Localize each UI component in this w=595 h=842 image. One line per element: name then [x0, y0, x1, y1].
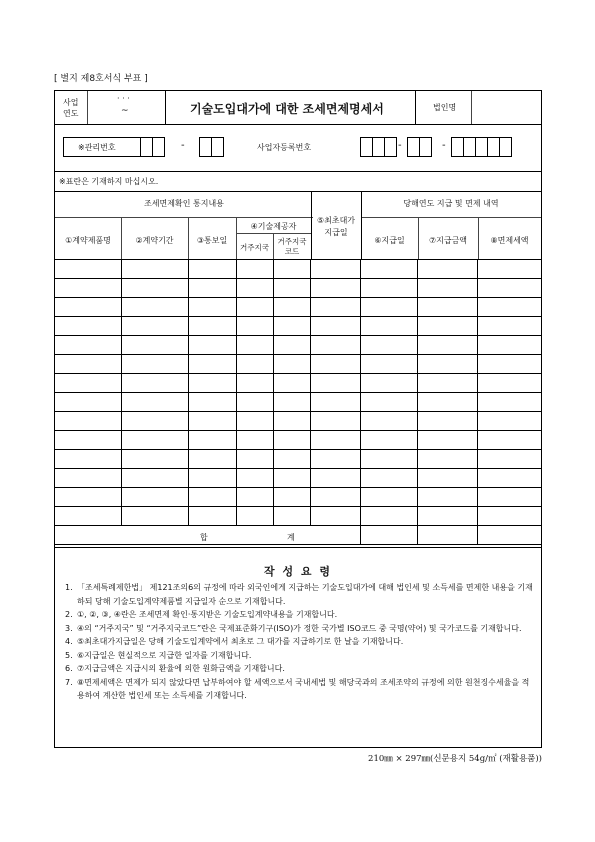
table-row: [55, 298, 542, 317]
table-cell[interactable]: [55, 488, 122, 507]
instruction-item: [65, 622, 535, 636]
table-cell[interactable]: [418, 355, 478, 374]
table-cell[interactable]: [236, 450, 273, 469]
table-cell[interactable]: [188, 450, 236, 469]
table-cell[interactable]: [188, 431, 236, 450]
table-cell[interactable]: [273, 374, 311, 393]
table-cell[interactable]: [361, 507, 418, 526]
table-cell[interactable]: [311, 355, 361, 374]
table-cell[interactable]: [361, 355, 418, 374]
table-cell[interactable]: [236, 507, 273, 526]
table-cell[interactable]: [188, 488, 236, 507]
instruction-text: ④의 “거주지국” 및 “거주지국코드”란은 국제표준화기구(ISO)가 정한 국가별 ISO코드 중 국명(약어) 및 국가코드를 기재합니다.: [77, 623, 522, 633]
col-exempt-tax: ⑧면제세액: [490, 236, 529, 245]
table-row: [55, 355, 542, 374]
total-label-2: 계: [287, 533, 295, 542]
table-cell[interactable]: [478, 260, 542, 279]
instruction-number: 6.: [65, 664, 73, 673]
table-cell[interactable]: [273, 393, 311, 412]
instruction-number: 2.: [65, 610, 73, 619]
table-cell[interactable]: [236, 488, 273, 507]
table-cell[interactable]: [55, 260, 122, 279]
table-cell[interactable]: [55, 393, 122, 412]
table-cell[interactable]: [478, 488, 542, 507]
table-cell[interactable]: [121, 488, 188, 507]
table-row: [55, 412, 542, 431]
total-row: [55, 526, 542, 545]
table-cell[interactable]: [311, 374, 361, 393]
table-cell[interactable]: [236, 412, 273, 431]
notice-text: ※표란은 기재하지 마십시오.: [59, 177, 159, 186]
table-cell[interactable]: [188, 393, 236, 412]
mgmt-number-label: ※관리번호: [78, 143, 116, 152]
instruction-number: 1.: [65, 583, 73, 592]
tax-exemption-form: [54, 90, 542, 748]
table-cell[interactable]: [121, 260, 188, 279]
table-cell[interactable]: [478, 507, 542, 526]
table-row: [55, 374, 542, 393]
table-cell[interactable]: [188, 336, 236, 355]
col-residence-code-2: 코드: [284, 247, 300, 256]
table-cell[interactable]: [311, 412, 361, 431]
table-cell[interactable]: [121, 336, 188, 355]
table-cell[interactable]: [121, 279, 188, 298]
table-cell[interactable]: [55, 507, 122, 526]
group-left-header: 조세면제확인 통지내용: [144, 199, 224, 208]
table-cell[interactable]: [55, 412, 122, 431]
table-row: [55, 469, 542, 488]
table-cell[interactable]: [361, 336, 418, 355]
year-tilde: ~: [121, 106, 129, 116]
col-contract-product: ①계약제품명: [65, 236, 111, 245]
col-tech-provider: ④기술제공자: [250, 222, 297, 231]
instruction-text: ⑧면제세액은 면제가 되지 않았다면 납부하여야 할 세액으로서 국내세법 및 해당국과의 조세조약의 규정에 의한 원천징수세율을 적용하여 계산한 법인세 또는 소득세를 기재합니다.: [77, 677, 530, 700]
table-cell[interactable]: [361, 412, 418, 431]
table-cell[interactable]: [311, 279, 361, 298]
mgmt-number-cells-2: [200, 137, 224, 157]
form-caption: [ 별지 제8호서식 부표 ]: [54, 74, 148, 84]
instruction-text: ⑤최초대가지급일은 당해 기술도입계약에서 최초로 그 대가를 지급하기로 한 날을 기재합니다.: [77, 637, 404, 646]
table-row: [55, 393, 542, 412]
table-cell[interactable]: [273, 317, 311, 336]
table-cell[interactable]: [273, 450, 311, 469]
instruction-item: [65, 676, 535, 703]
table-cell[interactable]: [188, 507, 236, 526]
table-cell[interactable]: [311, 450, 361, 469]
table-cell[interactable]: [418, 317, 478, 336]
mgmt-dash: -: [181, 140, 185, 151]
table-row: [55, 336, 542, 355]
table-cell[interactable]: [236, 317, 273, 336]
table-cell[interactable]: [361, 317, 418, 336]
table-cell[interactable]: [478, 450, 542, 469]
table-cell[interactable]: [361, 431, 418, 450]
table-cell[interactable]: [478, 336, 542, 355]
table-cell[interactable]: [55, 298, 122, 317]
table-cell[interactable]: [361, 450, 418, 469]
col-residence-code-1: 거주지국: [277, 237, 307, 246]
table-cell[interactable]: [236, 355, 273, 374]
instruction-item: [65, 581, 535, 608]
table-cell[interactable]: [121, 507, 188, 526]
table-cell[interactable]: [273, 355, 311, 374]
mgmt-number-box: [63, 137, 141, 157]
col-notice-date: ③통보일: [196, 236, 228, 245]
instructions-heading: 작 성 요 령: [264, 565, 332, 578]
table-cell[interactable]: [188, 374, 236, 393]
table-cell[interactable]: [361, 469, 418, 488]
table-cell[interactable]: [418, 279, 478, 298]
table-cell[interactable]: [273, 507, 311, 526]
year-label-1: 사업: [63, 98, 79, 107]
table-cell[interactable]: [55, 450, 122, 469]
table-cell[interactable]: [361, 279, 418, 298]
table-cell[interactable]: [311, 507, 361, 526]
table-cell[interactable]: [236, 260, 273, 279]
table-cell[interactable]: [418, 469, 478, 488]
table-row: [55, 507, 542, 526]
table-cell[interactable]: [478, 317, 542, 336]
table-cell[interactable]: [188, 317, 236, 336]
table-cell[interactable]: [188, 279, 236, 298]
table-cell[interactable]: [55, 279, 122, 298]
table-cell[interactable]: [273, 488, 311, 507]
instructions-list: [65, 581, 535, 703]
table-cell[interactable]: [418, 507, 478, 526]
biz-reg-field-2[interactable]: [408, 137, 432, 157]
table-cell[interactable]: [273, 298, 311, 317]
paper-spec-footer: 210㎜ × 297㎜(신문용지 54g/㎡ (재활용품)): [368, 754, 542, 764]
table-cell[interactable]: [121, 393, 188, 412]
table-cell[interactable]: [188, 469, 236, 488]
table-cell[interactable]: [236, 279, 273, 298]
table-cell[interactable]: [361, 260, 418, 279]
total-cell[interactable]: [478, 526, 542, 545]
table-cell[interactable]: [121, 317, 188, 336]
instruction-number: 3.: [65, 623, 73, 633]
table-cell[interactable]: [478, 279, 542, 298]
table-row: [55, 317, 542, 336]
table-cell[interactable]: [311, 431, 361, 450]
table-cell[interactable]: [478, 431, 542, 450]
table-row: [55, 279, 542, 298]
table-cell[interactable]: [55, 336, 122, 355]
instruction-item: [65, 635, 535, 649]
total-label-1: 합: [200, 533, 208, 542]
table-cell[interactable]: [188, 260, 236, 279]
table-cell[interactable]: [273, 279, 311, 298]
instruction-number: 4.: [65, 637, 73, 646]
table-cell[interactable]: [418, 393, 478, 412]
table-cell[interactable]: [55, 469, 122, 488]
biz-reg-dash-2: -: [442, 140, 446, 151]
table-cell[interactable]: [121, 469, 188, 488]
table-cell[interactable]: [478, 469, 542, 488]
total-cell[interactable]: [418, 526, 478, 545]
table-cell[interactable]: [418, 374, 478, 393]
table-cell[interactable]: [273, 336, 311, 355]
table-cell[interactable]: [361, 488, 418, 507]
table-cell[interactable]: [188, 412, 236, 431]
table-cell[interactable]: [478, 298, 542, 317]
table-cell[interactable]: [311, 336, 361, 355]
table-cell[interactable]: [361, 298, 418, 317]
year-label-2: 연도: [63, 109, 79, 118]
table-cell[interactable]: [55, 431, 122, 450]
group-right-header: 당해연도 지급 및 면제 내역: [403, 199, 499, 208]
instruction-text: ①, ②, ③, ④란은 조세면제 확인·통지받은 기술도입계약내용을 기재합니다.: [77, 610, 338, 619]
table-cell[interactable]: [478, 393, 542, 412]
table-cell[interactable]: [478, 412, 542, 431]
table-cell[interactable]: [236, 393, 273, 412]
col-contract-period: ②계약기간: [135, 236, 174, 245]
table-cell[interactable]: [361, 393, 418, 412]
table-cell[interactable]: [361, 374, 418, 393]
table-row: [55, 450, 542, 469]
table-cell[interactable]: [418, 412, 478, 431]
table-cell[interactable]: [121, 431, 188, 450]
table-cell[interactable]: [121, 355, 188, 374]
mgmt-number-cells: [141, 137, 165, 157]
table-cell[interactable]: [418, 336, 478, 355]
table-cell[interactable]: [273, 260, 311, 279]
table-cell[interactable]: [478, 355, 542, 374]
table-cell[interactable]: [55, 317, 122, 336]
col-residence-country: 거주지국: [240, 243, 269, 252]
table-cell[interactable]: [121, 450, 188, 469]
table-cell[interactable]: [418, 298, 478, 317]
table-cell[interactable]: [311, 260, 361, 279]
instruction-number: 7.: [65, 677, 73, 687]
table-cell[interactable]: [273, 469, 311, 488]
table-cell[interactable]: [418, 450, 478, 469]
instruction-number: 5.: [65, 650, 73, 660]
table-cell[interactable]: [236, 336, 273, 355]
table-cell[interactable]: [55, 355, 122, 374]
instruction-text: ⑦지급금액은 지급시의 환율에 의한 원화금액을 기재합니다.: [77, 664, 285, 673]
biz-reg-label: 사업자등록번호: [257, 143, 312, 152]
table-cell[interactable]: [121, 374, 188, 393]
col-first-payment-2: 지급일: [324, 228, 348, 237]
col-payment-amount: ⑦지급금액: [428, 236, 468, 245]
total-cell[interactable]: [361, 526, 418, 545]
table-cell[interactable]: [311, 488, 361, 507]
biz-reg-field-3[interactable]: [452, 137, 512, 157]
year-date-dots: · · ·: [117, 94, 130, 103]
table-cell[interactable]: [311, 393, 361, 412]
table-cell[interactable]: [418, 260, 478, 279]
table-cell[interactable]: [188, 298, 236, 317]
table-row: [55, 260, 542, 279]
table-cell[interactable]: [55, 374, 122, 393]
table-row: [55, 431, 542, 450]
table-cell[interactable]: [188, 355, 236, 374]
table-cell[interactable]: [478, 374, 542, 393]
col-first-payment-1: ⑤최초대가: [316, 216, 356, 225]
instruction-item: [65, 662, 535, 676]
table-cell[interactable]: [236, 374, 273, 393]
instruction-text: 「조세특례제한법」 제121조의6의 규정에 따라 외국인에게 지급하는 기술도입대가에 대해 법인세 및 소득세를 면제한 내용을 기재하되 당해 기술도입계약제품별 지급일자 순으로 기재합니다.: [77, 583, 533, 606]
table-cell[interactable]: [236, 298, 273, 317]
col-payment-date: ⑥지급일: [374, 236, 405, 245]
biz-reg-field-1[interactable]: [361, 137, 397, 157]
table-cell[interactable]: [418, 431, 478, 450]
table-row: [55, 488, 542, 507]
table-cell[interactable]: [121, 412, 188, 431]
table-cell[interactable]: [311, 298, 361, 317]
table-cell[interactable]: [236, 431, 273, 450]
data-table: [54, 259, 542, 545]
corp-name-label: 법인명: [433, 103, 457, 112]
form-title: 기술도입대가에 대한 조세면제명세서: [190, 102, 384, 116]
table-cell[interactable]: [418, 488, 478, 507]
biz-reg-dash-1: -: [398, 140, 402, 151]
instruction-item: [65, 649, 535, 663]
table-cell[interactable]: [236, 469, 273, 488]
table-cell[interactable]: [311, 317, 361, 336]
table-cell[interactable]: [311, 469, 361, 488]
instruction-text: ⑥지급일은 현실적으로 지급한 일자를 기재합니다.: [77, 650, 252, 660]
table-cell[interactable]: [121, 298, 188, 317]
table-cell[interactable]: [273, 412, 311, 431]
instruction-item: [65, 608, 535, 622]
table-cell[interactable]: [273, 431, 311, 450]
